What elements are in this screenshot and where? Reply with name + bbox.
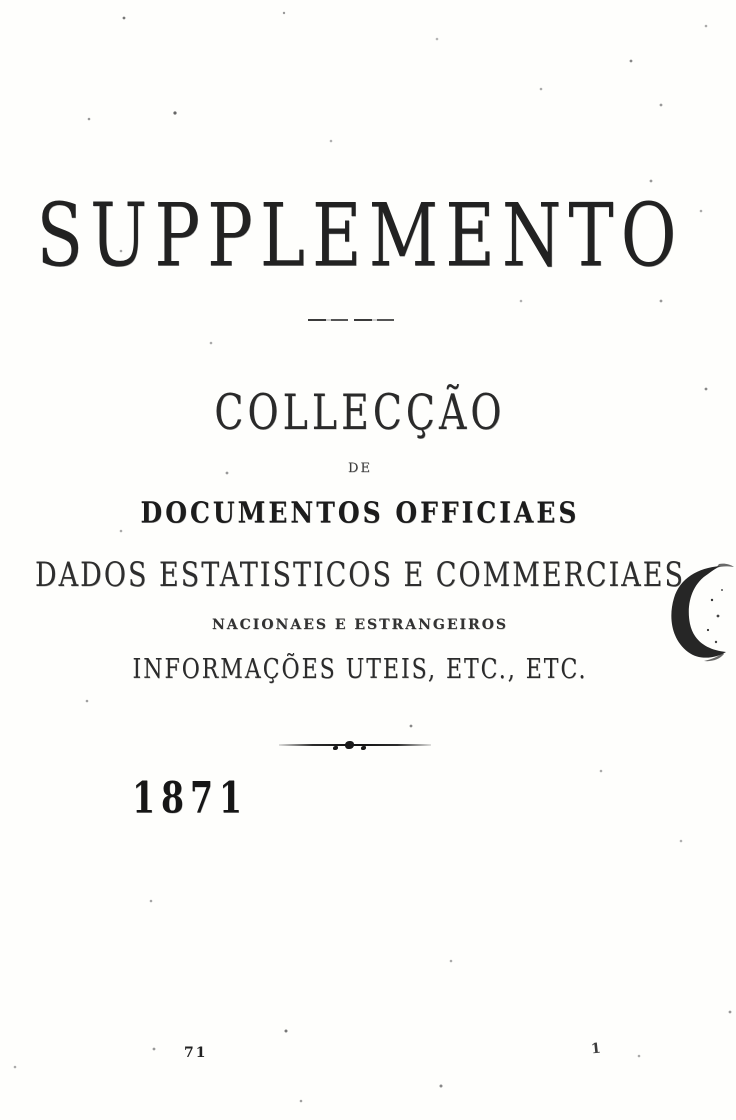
ornamented-divider-rule bbox=[279, 741, 431, 749]
signature-mark-right: 1 bbox=[590, 1040, 602, 1058]
divider-bar bbox=[279, 744, 431, 746]
connector-word: DE bbox=[348, 461, 372, 476]
scan-noise-speckles bbox=[0, 0, 2, 2]
subtitle-line-dados: DADOS ESTATISTICOS E COMMERCIAES bbox=[35, 556, 685, 595]
thin-divider-rule bbox=[308, 319, 398, 321]
subtitle-line-nacionaes: NACIONAES E ESTRANGEIROS bbox=[211, 617, 508, 633]
divider-ornament-icon bbox=[345, 741, 354, 749]
collection-title: COLLECÇÃO bbox=[214, 384, 506, 441]
signature-mark-left: 71 bbox=[184, 1045, 208, 1061]
subtitle-line-informacoes: INFORMAÇÕES UTEIS, ETC., ETC. bbox=[132, 654, 588, 686]
year-label: 1871 bbox=[132, 772, 248, 823]
ink-blotch bbox=[664, 560, 736, 664]
subtitle-line-documentos: DOCUMENTOS OFFICIAES bbox=[140, 496, 580, 530]
page-title: SUPPLEMENTO bbox=[36, 186, 684, 288]
